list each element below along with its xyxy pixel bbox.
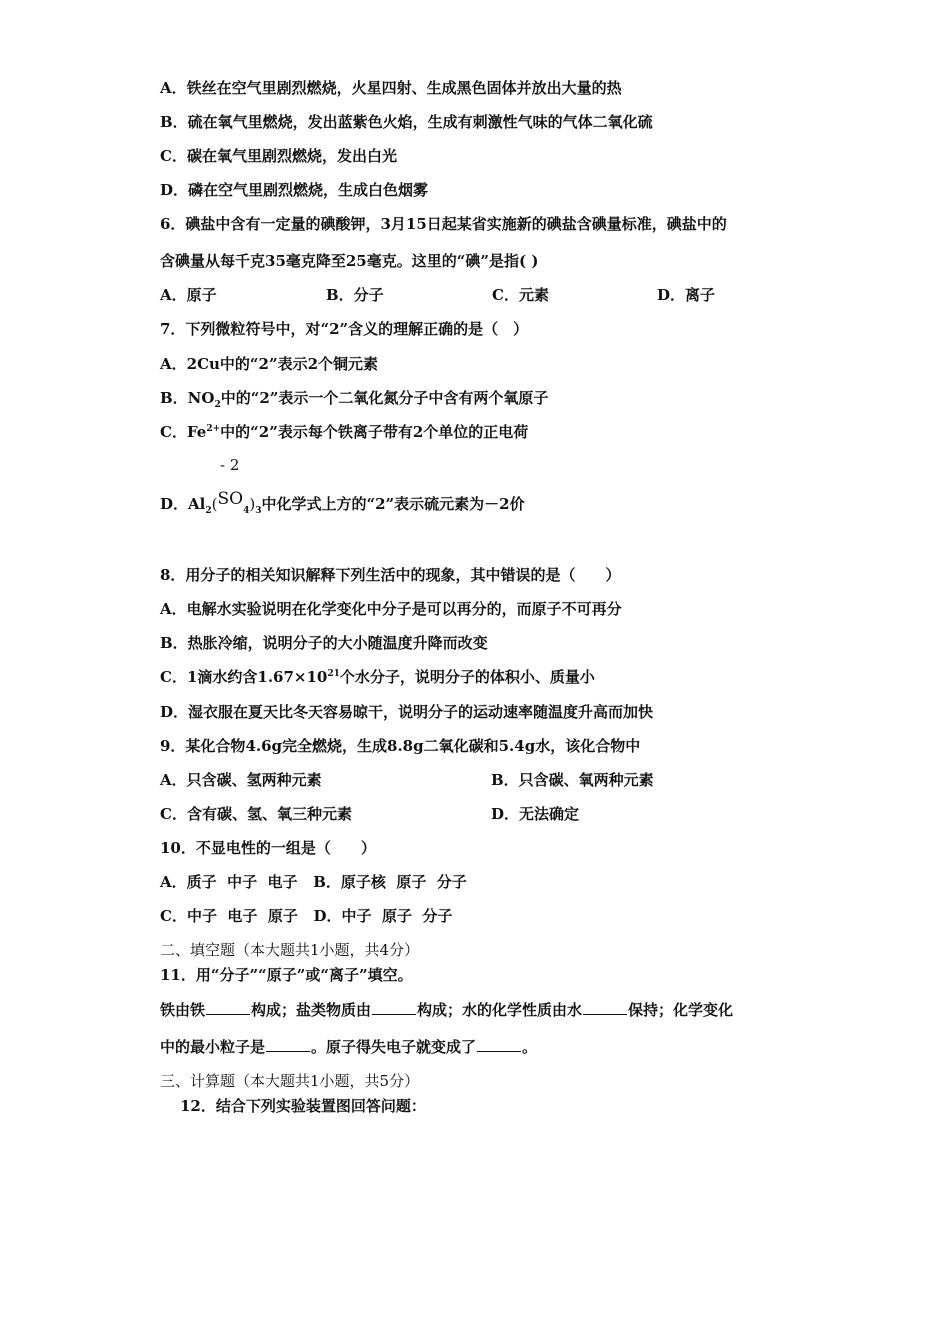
q11-fill-line2: 中的最小粒子是 。原子得失电子就变成了 。 [160, 1038, 538, 1056]
section2-title: 二、填空题（本大题共1小题，共4分） [160, 941, 420, 959]
q11-blank-1[interactable] [206, 1000, 250, 1015]
q8-option-d: D．湿衣服在夏天比冬天容易晾干，说明分子的运动速率随温度升高而加快 [160, 703, 654, 721]
q8-option-c: C．1滴水约含$1.67\times 10^{21}$个水分子，说明分子的体积小、质量小 [160, 668, 595, 686]
q9-option-c: C．含有碳、氢、氧三种元素 [160, 805, 352, 823]
q10-stem: 10．不显电性的一组是（ ） [160, 839, 376, 857]
q7-option-a: A．2Cu中的“2”表示2个铜元素 [160, 355, 379, 373]
q9-option-b: B．只含碳、氧两种元素 [491, 771, 654, 789]
q11-blank-2[interactable] [372, 1000, 416, 1015]
q10-options-row2: C．中子 电子 原子 D．中子 原子 分子 [160, 907, 453, 925]
q11-blank-3[interactable] [583, 1000, 627, 1015]
q7-d-valence-mark: - 2 [220, 456, 240, 474]
q8-option-b: B．热胀冷缩，说明分子的大小随温度升降而改变 [160, 634, 488, 652]
q6-stem-line2: 含碘量从每千克35毫克降至25毫克。这里的“碘”是指( ) [160, 252, 539, 270]
q10-options-row1: A．质子 中子 电子 B．原子核 原子 分子 [160, 873, 467, 891]
q11-blank-5[interactable] [477, 1037, 521, 1052]
q9-stem: 9．某化合物4.6g完全燃烧，生成8.8g二氧化碳和5.4g水，该化合物中 [160, 737, 641, 755]
q11-fill-line1: 铁由铁 构成；盐类物质由 构成；水的化学性质由水 保持；化学变化 [160, 1001, 734, 1019]
q9-option-a: A．只含碳、氢两种元素 [160, 771, 322, 789]
q11-blank-4[interactable] [266, 1037, 310, 1052]
q7-option-d: D．$Al_2(SO_4)_3$中化学式上方的“2”表示硫元素为－2价 [160, 489, 525, 516]
q7-stem: 7．下列微粒符号中，对“2”含义的理解正确的是（ ） [160, 320, 529, 338]
q7-option-b: B．$NO_2$中的“2”表示一个二氧化氮分子中含有两个氧原子 [160, 389, 549, 410]
q11-stem: 11．用“分子”“原子”或“离子”填空。 [160, 966, 413, 984]
q6-option-b: B．分子 [326, 286, 384, 304]
q8-option-a: A．电解水实验说明在化学变化中分子是可以再分的，而原子不可再分 [160, 600, 622, 618]
q5-option-a: A．铁丝在空气里剧烈燃烧，火星四射、生成黑色固体并放出大量的热 [160, 79, 622, 97]
q5-option-b: B．硫在氧气里燃烧，发出蓝紫色火焰，生成有刺激性气味的气体二氧化硫 [160, 113, 653, 131]
q5-option-d: D．磷在空气里剧烈燃烧，生成白色烟雾 [160, 181, 429, 199]
q12-stem: 12．结合下列实验装置图回答问题： [180, 1097, 426, 1115]
q6-option-d: D．离子 [657, 286, 716, 304]
q9-option-d: D．无法确定 [491, 805, 580, 823]
q5-option-c: C．碳在氧气里剧烈燃烧，发出白光 [160, 147, 397, 165]
section3-title: 三、计算题（本大题共1小题，共5分） [160, 1072, 420, 1090]
q8-stem: 8．用分子的相关知识解释下列生活中的现象，其中错误的是（ ） [160, 566, 621, 584]
q7-option-c: C．$Fe^{2+}$中的“2”表示每个铁离子带有2个单位的正电荷 [160, 423, 529, 441]
q6-stem-line1: 6．碘盐中含有一定量的碘酸钾，3月15日起某省实施新的碘盐含碘量标准，碘盐中的 [160, 215, 727, 233]
q6-option-a: A．原子 [160, 286, 217, 304]
q6-option-c: C．元素 [492, 286, 549, 304]
